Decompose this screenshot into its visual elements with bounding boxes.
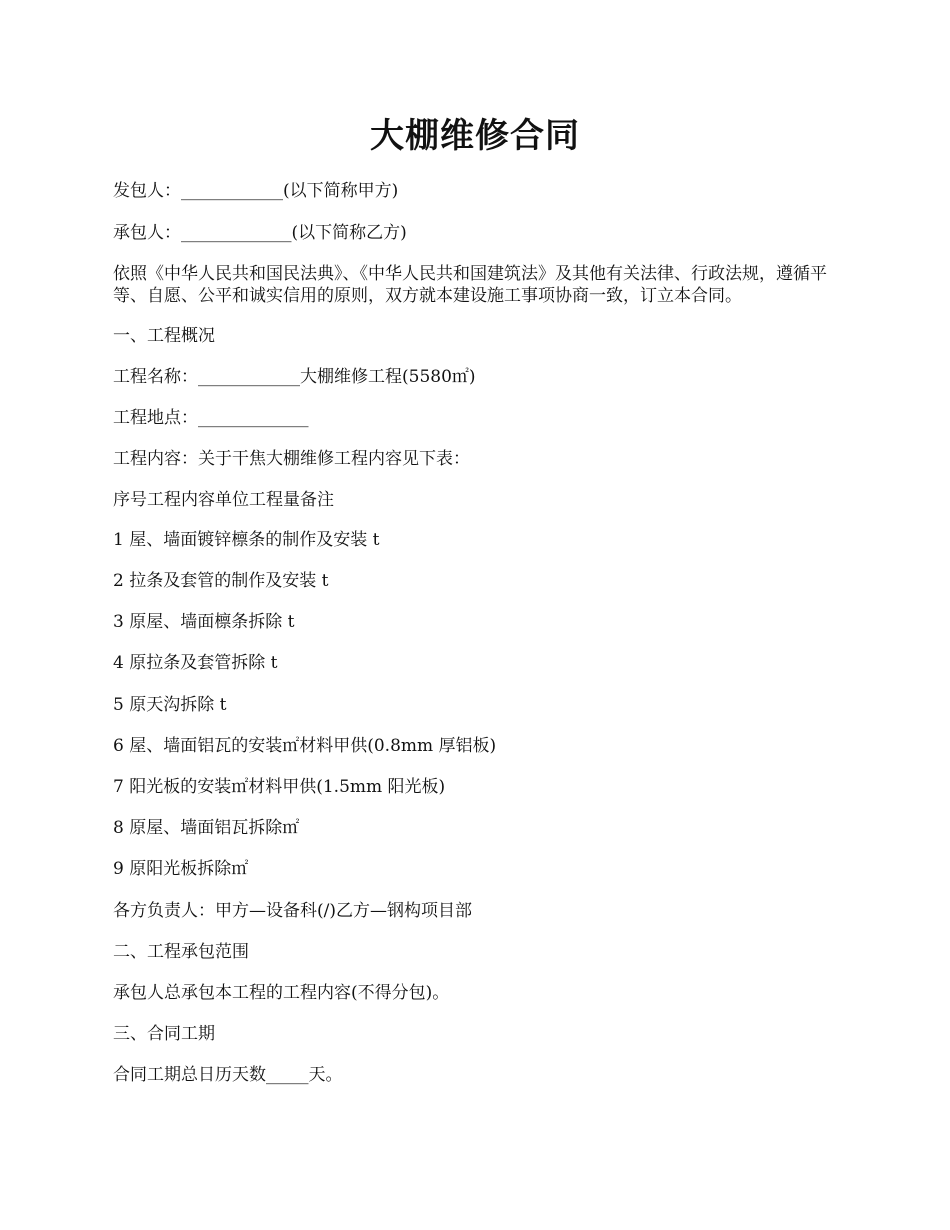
project-name-line: 工程名称：____________大棚维修工程(5580㎡) (113, 367, 476, 387)
list-item: 8 原屋、墙面铝瓦拆除㎡ (113, 818, 300, 838)
list-item: 3 原屋、墙面檩条拆除 t (113, 612, 295, 632)
project-location-line: 工程地点：_____________ (113, 408, 309, 428)
responsible-parties-line: 各方负责人：甲方—设备科(/)乙方—钢构项目部 (113, 901, 472, 921)
table-header-line: 序号工程内容单位工程量备注 (113, 490, 334, 510)
list-item: 4 原拉条及套管拆除 t (113, 653, 278, 673)
list-item: 7 阳光板的安装㎡材料甲供(1.5mm 阳光板) (113, 777, 446, 797)
section-3-heading: 三、合同工期 (113, 1024, 215, 1044)
duration-line: 合同工期总日历天数_____天。 (113, 1065, 343, 1085)
employer-line: 发包人：____________(以下简称甲方) (113, 181, 399, 201)
section-2-heading: 二、工程承包范围 (113, 942, 249, 962)
contractor-line: 承包人：_____________(以下简称乙方) (113, 223, 407, 243)
preamble-paragraph: 依照《中华人民共和国民法典》、《中华人民共和国建筑法》及其他有关法律、行政法规，遵循平等、自愿、公平和诚实信用的原则，双方就本建设施工事项协商一致，订立本合同。 (113, 264, 827, 306)
list-item: 9 原阳光板拆除㎡ (113, 859, 249, 879)
project-content-line: 工程内容：关于干焦大棚维修工程内容见下表： (113, 449, 470, 469)
list-item: 6 屋、墙面铝瓦的安装㎡材料甲供(0.8mm 厚铝板) (113, 736, 497, 756)
document-title: 大棚维修合同 (370, 116, 580, 156)
section-1-heading: 一、工程概况 (113, 326, 215, 346)
list-item: 5 原天沟拆除 t (113, 695, 227, 715)
list-item: 1 屋、墙面镀锌檩条的制作及安装 t (113, 530, 380, 550)
list-item: 2 拉条及套管的制作及安装 t (113, 571, 329, 591)
scope-line: 承包人总承包本工程的工程内容(不得分包)。 (113, 983, 450, 1003)
